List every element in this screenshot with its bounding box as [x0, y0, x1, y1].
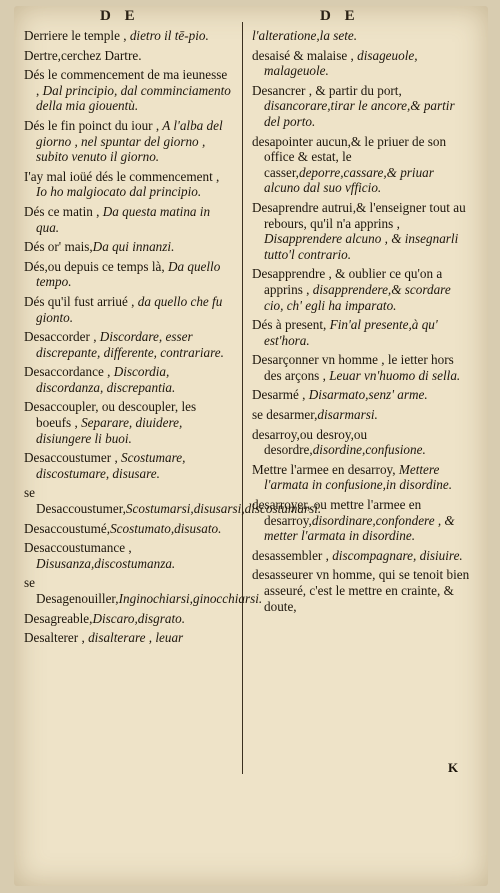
entry-italian: Fin'al presente,à qu' est'hora. [264, 317, 438, 348]
entry-french: desaisé & malaise , [252, 47, 354, 63]
dictionary-entry [252, 134, 470, 196]
catchword: K [448, 760, 459, 775]
entry-italian: Dal principio, dal comminciamento della mia giouentù. [36, 82, 231, 114]
entry-italian: Scostumarsi,disusarsi,discostumarsi. [125, 501, 322, 517]
entry-italian: Leuar vn'huomo di sella. [325, 367, 461, 383]
dictionary-entry [24, 169, 232, 200]
entry-french: Desalterer , [24, 630, 85, 646]
dictionary-entry [24, 521, 232, 537]
entry-italian: deporre,cassare,& priuar alcuno dal suo vfficio. [264, 164, 434, 196]
dictionary-entry [252, 266, 470, 313]
entry-french: se Desaccoustumer, [24, 485, 126, 517]
dictionary-entry [252, 497, 470, 544]
dictionary-entry [252, 427, 470, 458]
dictionary-entry [24, 329, 232, 360]
entry-french: Dés le commencement de ma ieunesse , [24, 67, 228, 98]
dictionary-entry [24, 485, 322, 517]
entry-french: Dés qu'il fust arriué , [24, 293, 135, 309]
dictionary-entry [252, 200, 470, 262]
dictionary-entry [24, 399, 232, 446]
entry-french: Mettre l'armee en desarroy, [252, 461, 396, 477]
dictionary-entry [24, 611, 232, 627]
entry-french: Dés le fin poinct du iour , [24, 117, 160, 133]
entry-italian: disordinare,confondere , & metter l'armata in disordine. [264, 512, 455, 544]
entry-italian: discompagnare, disiuire. [328, 547, 463, 563]
entry-italian: Mettere l'armata in confusione,in disordine. [264, 461, 453, 493]
entry-italian: Da quello tempo. [36, 258, 221, 290]
entry-italian: disarmarsi. [317, 407, 378, 423]
entry-italian: l'alteratione,la sete. [252, 28, 358, 43]
entry-italian: disancorare,tirar le ancore,& partir del porto. [264, 98, 455, 129]
dictionary-entry [252, 352, 470, 383]
entry-italian: dietro il tē-pio. [126, 28, 209, 43]
dictionary-entry [24, 239, 232, 255]
entry-french: Dés à present, [252, 317, 327, 333]
entry-french: desarroy,ou desroy,ou desordre, [252, 426, 368, 458]
entry-italian: Io ho malgiocato dal principio. [36, 184, 202, 200]
entry-italian: Disusanza,discostumanza. [36, 555, 176, 571]
entry-french: Desarçonner vn homme , le ietter hors des arçons , [252, 352, 454, 383]
entry-italian: Inginochiarsi,ginocchiarsi. [118, 591, 263, 606]
entry-italian: da quello che fu gionto. [36, 293, 223, 325]
dictionary-entry [252, 48, 470, 79]
dictionary-entry [252, 83, 470, 130]
dictionary-entry [24, 540, 232, 571]
entry-italian: Scostumare, discostumare, disusare. [36, 450, 186, 481]
entry-italian: Discordare, esser discrepante, differente, contrariare. [36, 329, 224, 360]
entry-italian: Disapprendere alcuno , & insegnarli tutto'l contrario. [264, 231, 459, 262]
entry-french: desapointer aucun,& le priuer de son office & estat, le casser, [252, 133, 447, 180]
entry-italian: disageuole, malageuole. [264, 47, 418, 79]
entry-french: desassembler , [252, 547, 329, 563]
dictionary-entry [252, 462, 470, 493]
entry-french: se desarmer, [252, 407, 318, 423]
entry-french: Desaprendre autrui,& l'enseigner tout au rebours, qu'il n'a apprins , [252, 199, 466, 231]
entry-french: desasseurer vn homme, qui se tenoit bien asseuré, c'est le mettre en crainte, & doute, [252, 567, 470, 614]
entry-french: se Desagenouiller, [24, 575, 119, 606]
dictionary-entry [24, 630, 232, 646]
dictionary-entry [252, 28, 470, 44]
entry-italian: Discaro,disgrato. [92, 610, 186, 626]
entry-french: Desaccoupler, ou descoupler, les boeufs , [24, 399, 197, 431]
entry-french: Desaccoustumé, [24, 520, 111, 536]
entry-italian: Disarmato,senz' arme. [305, 387, 428, 403]
entry-french: Desagreable, [24, 610, 93, 626]
column-divider [242, 22, 243, 774]
dictionary-entry [24, 364, 232, 395]
running-head-right: D E [320, 8, 360, 24]
dictionary-entry [252, 407, 470, 423]
dictionary-entry [24, 48, 232, 64]
entry-italian: Scostumato,disusato. [110, 520, 222, 536]
entry-french: Dés,ou depuis ce temps là, [24, 258, 165, 274]
entry-french: desarroyer, ou mettre l'armee en desarroy, [252, 497, 422, 528]
dictionary-entry [24, 118, 232, 165]
running-head-left: D E [100, 8, 140, 24]
dictionary-entry [24, 259, 232, 290]
entry-french: Desancrer , & partir du port, [252, 82, 402, 98]
dictionary-entry [24, 204, 232, 235]
entry-french: Desaccorder , [24, 329, 97, 345]
entry-french: I'ay mal ioüé dés le commencement , [24, 168, 220, 184]
entry-italian: disalterare , leuar [84, 630, 184, 646]
entry-french: Derriere le temple , [24, 28, 127, 43]
entry-french: Dés or' mais, [24, 239, 93, 255]
entry-french: Desaccordance , [24, 364, 111, 380]
entry-french: Dés ce matin , [24, 203, 100, 219]
entry-italian: A l'alba del giorno , nel spuntar del giorno , subito venuto il giorno. [36, 117, 223, 165]
book-page [14, 6, 488, 886]
entry-italian: disordine,confusione. [312, 442, 426, 458]
entry-italian: Da qui innanzi. [92, 239, 175, 255]
entry-french: Desaccoustumer , [24, 450, 118, 466]
dictionary-entry [24, 450, 232, 481]
entry-italian: Discordia, discordanza, discrepantia. [36, 364, 176, 395]
entry-french: Desaccoustumance , [24, 540, 132, 556]
dictionary-entry [252, 567, 470, 614]
dictionary-entry [24, 294, 232, 325]
dictionary-entry [24, 67, 232, 114]
dictionary-entry [24, 28, 232, 44]
entry-italian: Da questa matina in qua. [36, 203, 211, 235]
entry-french: Dertre,cerchez Dartre. [24, 47, 142, 63]
entry-french: Desarmé , [252, 387, 306, 403]
entry-french: Desapprendre , & oublier ce qu'on a apprins , [252, 266, 443, 297]
dictionary-entry [252, 387, 470, 403]
right-column [252, 28, 470, 618]
dictionary-entry [24, 575, 263, 606]
entry-italian: Separare, diuidere, disiungere li buoi. [36, 415, 183, 446]
dictionary-entry [252, 548, 470, 564]
entry-italian: disapprendere,& scordare cio, ch' egli ha imparato. [264, 281, 451, 313]
dictionary-entry [252, 317, 470, 348]
